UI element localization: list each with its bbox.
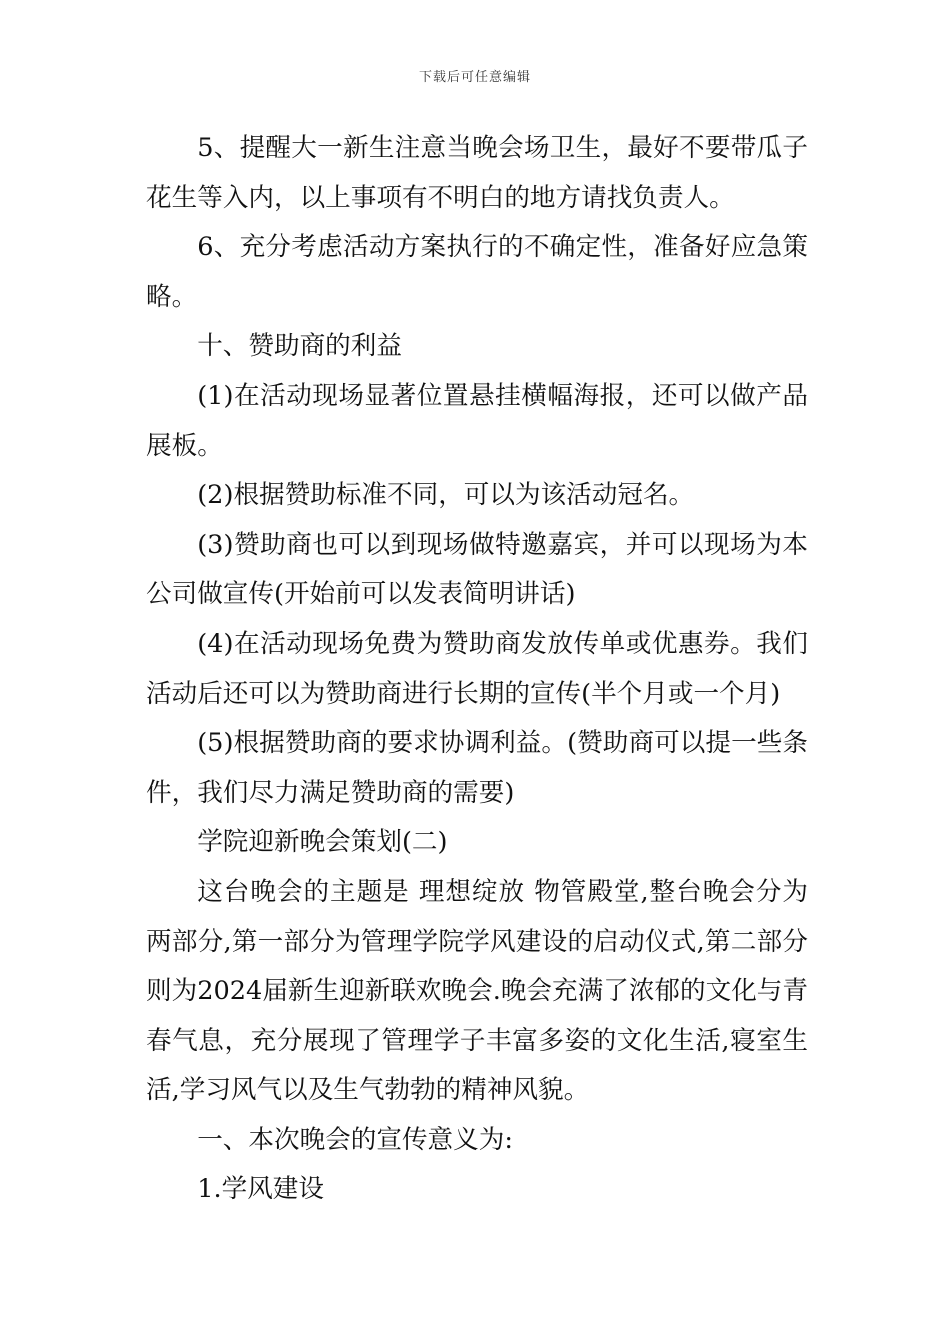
paragraph-benefit-3: (3)赞助商也可以到现场做特邀嘉宾，并可以现场为本公司做宣传(开始前可以发表简明讲话) xyxy=(146,529,808,610)
section-heading-significance: 一、本次晚会的宣传意义为: xyxy=(197,1124,513,1155)
paragraph-theme: 这台晚会的主题是 理想绽放 物管殿堂,整台晚会分为两部分,第一部分为管理学院学风建设的启动仪式,第二部分则为2024届新生迎新联欢晚会.晚会充满了浓郁的文化与青春气息，充分展现了管理学子丰富多姿的文化生活,寝室生活,学习风气以及生气勃勃的精神风貌。 xyxy=(146,876,808,1106)
list-item-study-style: 1.学风建设 xyxy=(197,1174,324,1205)
paragraph-benefit-4: (4)在活动现场免费为赞助商发放传单或优惠券。我们活动后还可以为赞助商进行长期的宣传(半个月或一个月) xyxy=(146,628,808,709)
document-body xyxy=(146,124,808,1215)
paragraph-benefit-1: (1)在活动现场显著位置悬挂横幅海报，还可以做产品展板。 xyxy=(146,380,808,461)
section-title-plan-two: 学院迎新晚会策划(二) xyxy=(197,827,448,858)
page-header: 下载后可任意编辑 xyxy=(418,70,531,85)
paragraph-reminder-hygiene: 5、提醒大一新生注意当晚会场卫生，最好不要带瓜子花生等入内，以上事项有不明白的地方请找负责人。 xyxy=(146,133,808,213)
paragraph-benefit-2: (2)根据赞助标准不同，可以为该活动冠名。 xyxy=(197,480,695,511)
paragraph-benefit-5: (5)根据赞助商的要求协调利益。(赞助商可以提一些条件，我们尽力满足赞助商的需要) xyxy=(146,728,808,808)
paragraph-contingency: 6、充分考虑活动方案执行的不确定性，准备好应急策略。 xyxy=(146,232,808,312)
section-heading-sponsor-benefits: 十、赞助商的利益 xyxy=(197,331,402,362)
